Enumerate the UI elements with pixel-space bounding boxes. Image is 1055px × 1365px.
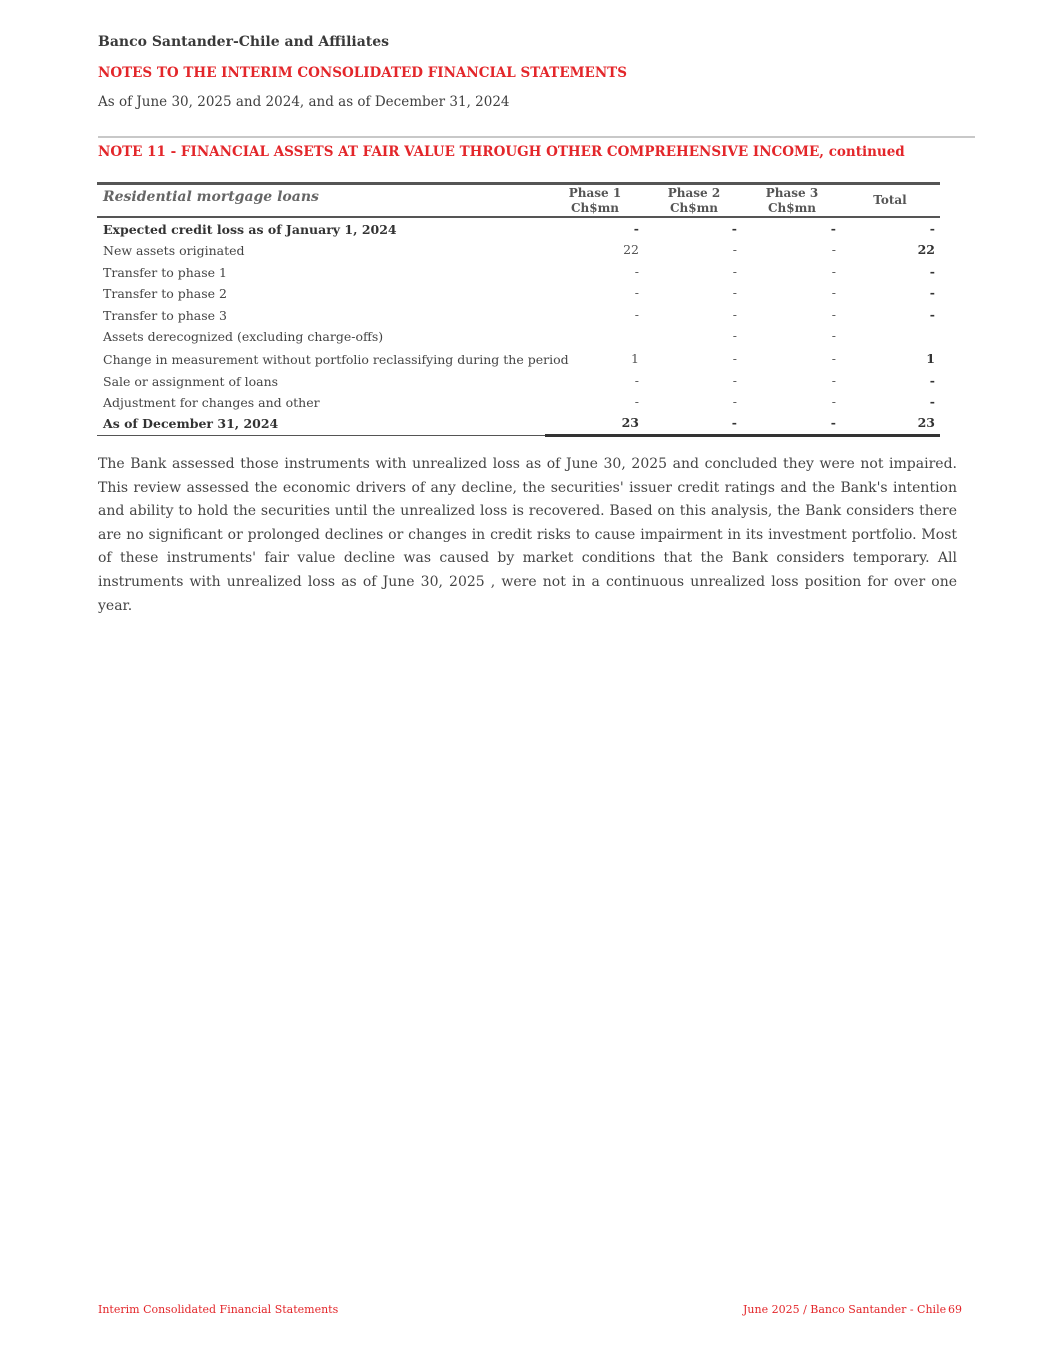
- report-period: As of June 30, 2025 and 2024, and as of December 31, 2024: [98, 94, 510, 110]
- table-row: [97, 305, 940, 326]
- cell-p3: -: [831, 351, 836, 366]
- cell-p2: -: [732, 264, 737, 279]
- table-row: [97, 392, 940, 413]
- cell-p2: -: [732, 394, 737, 409]
- cell-p2: -: [732, 285, 737, 300]
- column-header-phase2: Phase 2 Ch$mn: [667, 186, 721, 215]
- row-label: Transfer to phase 3: [103, 308, 227, 323]
- cell-p2: -: [732, 242, 737, 257]
- cell-total: -: [929, 307, 935, 322]
- cell-total: -: [929, 394, 935, 409]
- cell-total: 23: [917, 415, 935, 430]
- note-title: NOTE 11 - FINANCIAL ASSETS AT FAIR VALUE THROUGH OTHER COMPREHENSIVE INCOME, continued: [98, 144, 905, 160]
- row-label: New assets originated: [103, 243, 245, 258]
- cell-p1: -: [634, 264, 639, 279]
- cell-total: -: [929, 264, 935, 279]
- column-header-phase3: Phase 3 Ch$mn: [765, 186, 819, 215]
- row-label: Transfer to phase 2: [103, 286, 227, 301]
- cell-p3: -: [831, 285, 836, 300]
- cell-total: -: [929, 285, 935, 300]
- table-row: [97, 413, 940, 434]
- cell-p2: -: [731, 221, 737, 236]
- table-title: Residential mortgage loans: [103, 189, 319, 205]
- cell-p1: -: [634, 373, 639, 388]
- table-header-rule: [97, 216, 940, 218]
- table-row: [97, 349, 940, 370]
- company-name: Banco Santander-Chile and Affiliates: [98, 34, 390, 50]
- row-label: Assets derecognized (excluding charge-offs): [103, 329, 384, 344]
- cell-p3: -: [831, 242, 836, 257]
- cell-p3: -: [831, 307, 836, 322]
- cell-p1: 22: [623, 242, 639, 257]
- cell-p1: -: [633, 221, 639, 236]
- cell-p3: -: [830, 221, 836, 236]
- table-row: [97, 371, 940, 392]
- cell-p1: -: [634, 394, 639, 409]
- cell-p3: -: [831, 328, 836, 343]
- cell-p1: 23: [621, 415, 639, 430]
- row-label: Sale or assignment of loans: [103, 374, 279, 389]
- table-row: [97, 326, 940, 347]
- table-top-rule: [97, 182, 940, 185]
- cell-p1: -: [634, 285, 639, 300]
- table-row: [97, 283, 940, 304]
- table-row: [97, 240, 940, 261]
- cell-p2: -: [732, 307, 737, 322]
- column-header-total: Total: [873, 193, 907, 207]
- column-header-phase1: Phase 1 Ch$mn: [568, 186, 622, 215]
- cell-p2: -: [731, 415, 737, 430]
- row-label: Expected credit loss as of January 1, 2024: [103, 222, 397, 237]
- footer-document-title: Interim Consolidated Financial Statements: [98, 1303, 339, 1316]
- cell-p3: -: [831, 373, 836, 388]
- cell-total: 1: [926, 351, 935, 366]
- page-number: 69: [948, 1303, 962, 1316]
- cell-p3: -: [830, 415, 836, 430]
- table-row: [97, 262, 940, 283]
- table-total-rule: [545, 434, 940, 437]
- row-label: Adjustment for changes and other: [103, 395, 320, 410]
- row-label: As of December 31, 2024: [103, 416, 279, 431]
- cell-total: -: [929, 221, 935, 236]
- cell-total: 22: [917, 242, 935, 257]
- header-divider: [98, 136, 975, 138]
- cell-p3: -: [831, 394, 836, 409]
- cell-p2: -: [732, 328, 737, 343]
- cell-total: -: [929, 373, 935, 388]
- cell-p2: -: [732, 351, 737, 366]
- table-row: [97, 219, 940, 240]
- cell-p3: -: [831, 264, 836, 279]
- notes-title: NOTES TO THE INTERIM CONSOLIDATED FINANCIAL STATEMENTS: [98, 65, 627, 81]
- row-label: Transfer to phase 1: [103, 265, 227, 280]
- cell-p1: 1: [631, 351, 639, 366]
- row-label: Change in measurement without portfolio reclassifying during the period: [103, 352, 569, 367]
- cell-p2: -: [732, 373, 737, 388]
- cell-p1: -: [634, 307, 639, 322]
- analysis-paragraph: The Bank assessed those instruments with unrealized loss as of June 30, 2025 and concluded they were not impaired. This review assessed the economic drivers of any decline, the securities' issuer credit ratings and the Bank's intention and ability to hold the securities until the unrealized loss is recovered. Based on this analysis, the Bank considers there are no significant or prolonged declines or changes in credit risks to cause impairment in its investment portfolio. Most of these instruments' fair value decline was caused by market conditions that the Bank considers temporary. All instruments with unrealized loss as of June 30, 2025 , were not in a continuous unrealized loss position for over one year.: [98, 456, 957, 614]
- footer-report-name: June 2025 / Banco Santander - Chile: [743, 1303, 947, 1316]
